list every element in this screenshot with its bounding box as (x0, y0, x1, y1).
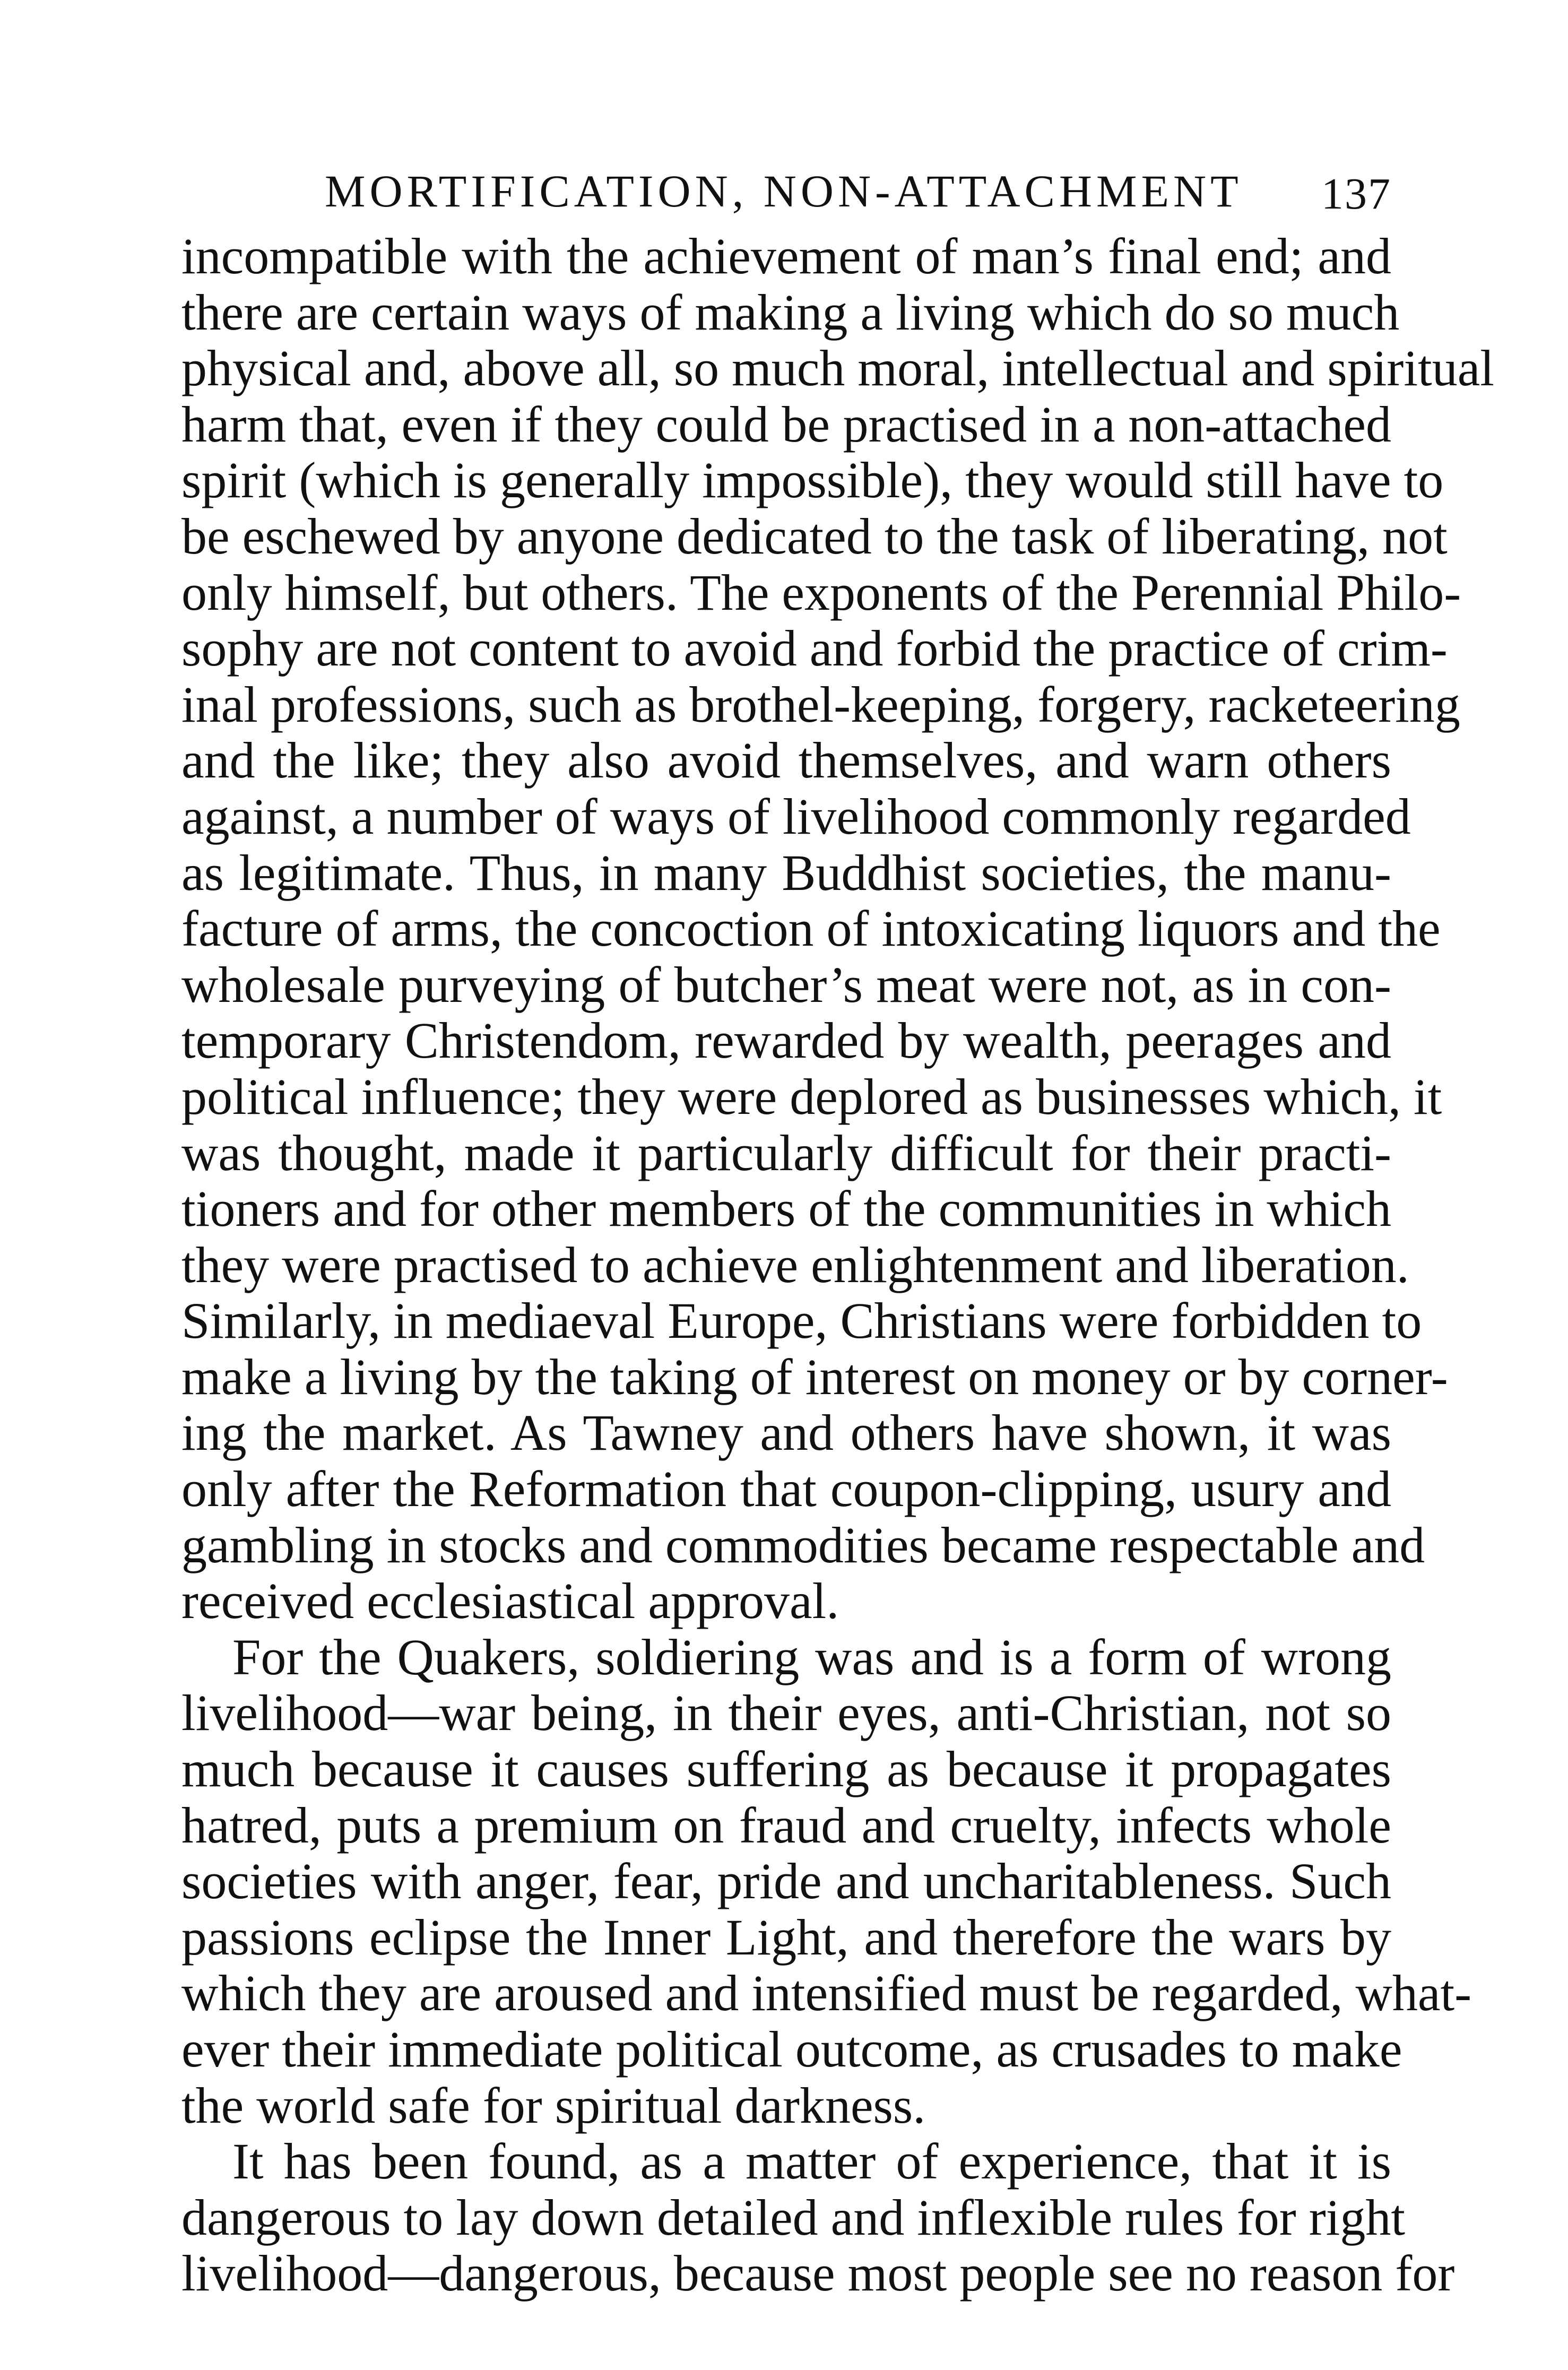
text-line: received ecclesiastical approval. (181, 1572, 839, 1630)
page-number: 137 (1321, 169, 1391, 219)
text-line: societies with anger, fear, pride and uncharitableness. Such (181, 1853, 1391, 1910)
text-line: For the Quakers, soldiering was and is a form of wrong (232, 1628, 1391, 1685)
text-line: Similarly, in mediaeval Europe, Christians were forbidden to (181, 1292, 1422, 1350)
text-line: ever their immediate political outcome, as crusades to make (181, 2021, 1402, 2078)
running-head (181, 159, 1391, 223)
text-line: dangerous to lay down detailed and inflexible rules for right (181, 2189, 1406, 2246)
text-line: ing the market. As Tawney and others have shown, it was (181, 1404, 1391, 1461)
text-line: which they are aroused and intensified must be regarded, what- (181, 1965, 1472, 2022)
text-line: wholesale purveying of butcher’s meat were not, as in con- (181, 956, 1391, 1013)
text-line: livelihood—war being, in their eyes, anti-Christian, not so (181, 1684, 1391, 1742)
text-line: much because it causes suffering as because it propagates (181, 1741, 1391, 1798)
text-line: they were practised to achieve enlightenment and liberation. (181, 1236, 1409, 1293)
text-line: and the like; they also avoid themselves, and warn others (181, 732, 1391, 789)
text-line: tioners and for other members of the communities in which (181, 1180, 1391, 1238)
text-line: passions eclipse the Inner Light, and therefore the wars by (181, 1908, 1391, 1966)
text-line: against, a number of ways of livelihood commonly regarded (181, 788, 1411, 845)
text-line: the world safe for spiritual darkness. (181, 2077, 926, 2134)
text-line: spirit (which is generally impossible), they would still have to (181, 452, 1444, 509)
text-line: only himself, but others. The exponents of the Perennial Philo- (181, 564, 1461, 621)
text-line: was thought, made it particularly difficult for their practi- (181, 1124, 1391, 1181)
text-line: sophy are not content to avoid and forbid the practice of crim- (181, 620, 1448, 677)
text-line: temporary Christendom, rewarded by wealth, peerages and (181, 1012, 1391, 1069)
text-line: there are certain ways of making a living which do so much (181, 283, 1400, 341)
running-title: MORTIFICATION, NON-ATTACHMENT (325, 166, 1243, 217)
text-line: make a living by the taking of interest on money or by corner- (181, 1348, 1448, 1405)
text-line: as legitimate. Thus, in many Buddhist societies, the manu- (181, 844, 1391, 901)
paragraph (181, 1628, 1472, 2134)
text-line: incompatible with the achievement of man’s final end; and (181, 228, 1391, 284)
text-line: facture of arms, the concoction of intoxicating liquors and the (181, 900, 1441, 957)
text-line: inal professions, such as brothel-keeping, forgery, racketeering (181, 676, 1460, 733)
text-line: physical and, above all, so much moral, intellectual and spiritual (181, 340, 1494, 397)
text-line: only after the Reformation that coupon-clipping, usury and (181, 1460, 1391, 1518)
text-line: hatred, puts a premium on fraud and cruelty, infects whole (181, 1796, 1391, 1854)
text-line: livelihood—dangerous, because most people see no reason for (181, 2245, 1455, 2302)
text-line: gambling in stocks and commodities became respectable and (181, 1516, 1425, 1573)
text-line: be eschewed by anyone dedicated to the task of liberating, not (181, 507, 1448, 565)
text-line: harm that, even if they could be practised in a non-attached (181, 395, 1391, 453)
body-text (181, 228, 1494, 2302)
paragraph (181, 2133, 1455, 2302)
text-line: political influence; they were deplored as businesses which, it (181, 1068, 1442, 1125)
paragraph (181, 228, 1494, 1630)
text-line: It has been found, as a matter of experience, that it is (232, 2133, 1391, 2190)
